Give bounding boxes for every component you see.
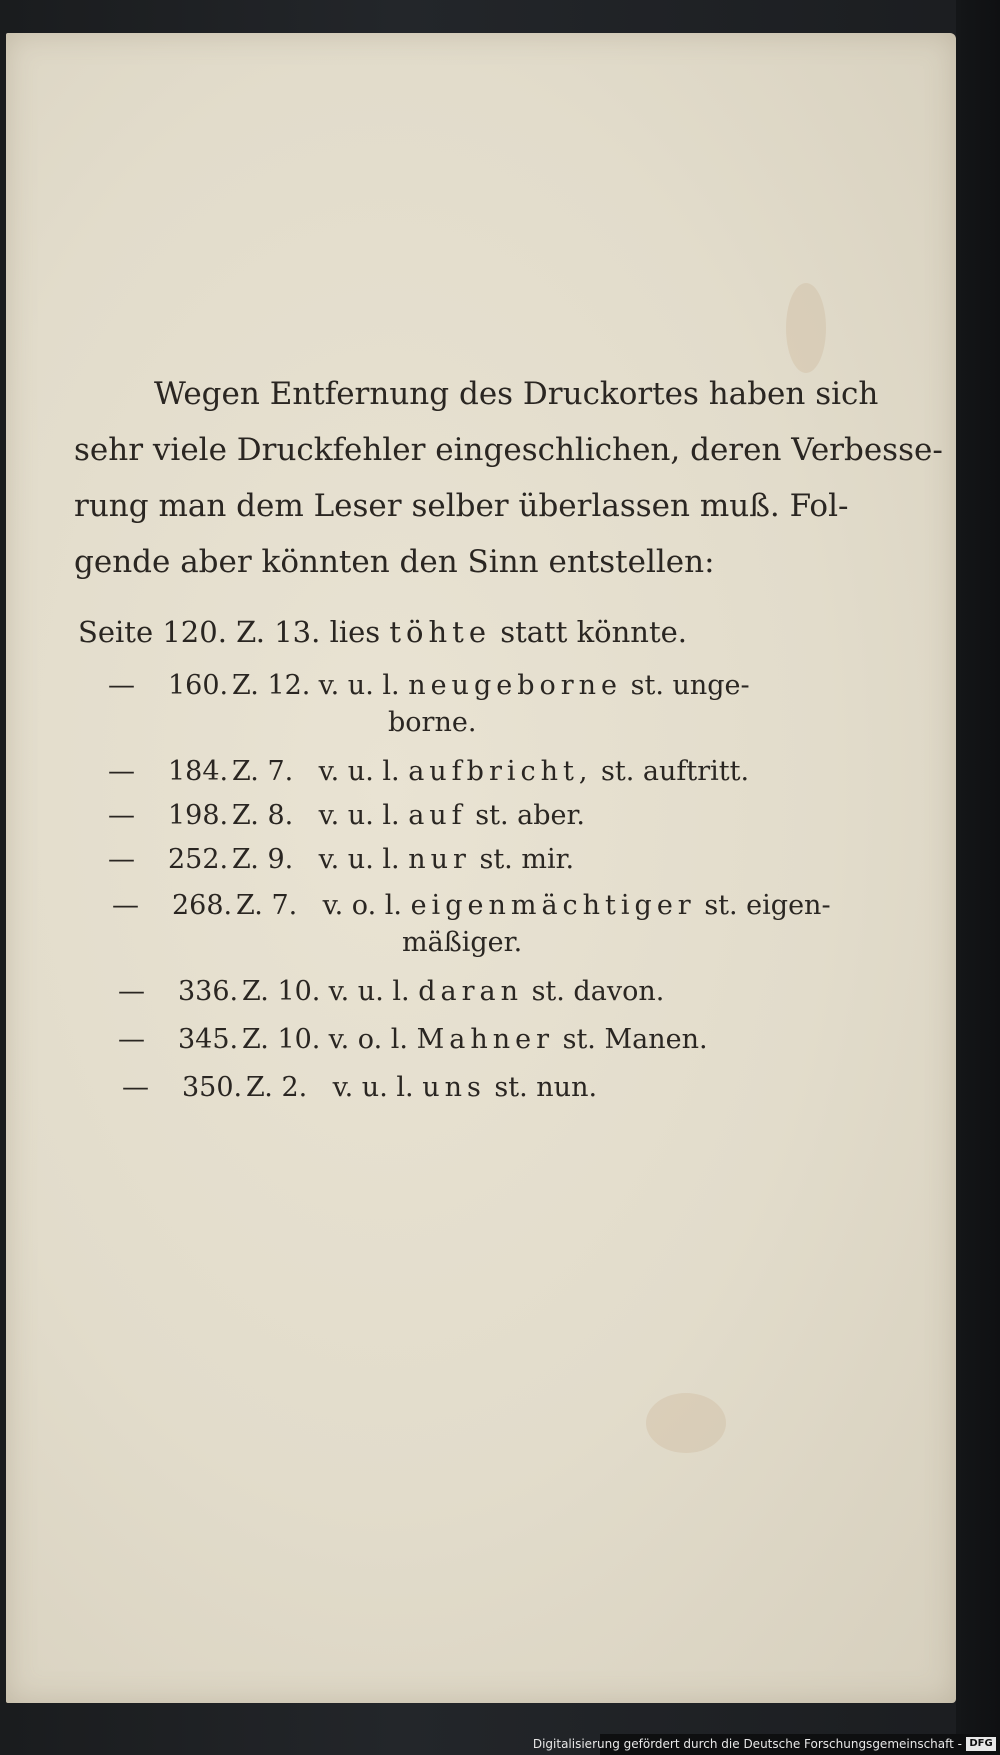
errata-entry xyxy=(122,1068,808,1108)
entry-dash: — xyxy=(108,670,135,701)
entry-continuation: borne. xyxy=(388,707,477,738)
scan-edge xyxy=(956,0,1000,1755)
entry-dir: v. o. l. xyxy=(322,890,402,921)
entry-line: Z. 12. xyxy=(232,670,311,701)
footer-credit: Digitalisierung gefördert durch die Deutsche Forschungsgemeinschaft - xyxy=(532,1737,962,1751)
entry-page: 252. xyxy=(168,844,229,875)
entry-rest: st. nun. xyxy=(494,1072,598,1103)
entry-dash: — xyxy=(118,1024,145,1055)
entry-0 xyxy=(78,666,808,740)
intro-line: Wegen Entfernung des Druckortes haben sich xyxy=(154,376,879,412)
entry-1 xyxy=(78,752,808,792)
entry-correct: neugeborne xyxy=(408,670,623,701)
entry-correct: uns xyxy=(422,1072,486,1103)
entry-dash: — xyxy=(108,844,135,875)
entry-dash: — xyxy=(122,1072,149,1103)
errata-entry xyxy=(118,972,808,1012)
entry-dash: — xyxy=(118,976,145,1007)
errata-entry xyxy=(108,752,808,792)
entry-line: Z. 13. xyxy=(236,615,321,649)
entry-instruction: lies xyxy=(329,615,381,649)
entry-line: Z. 10. xyxy=(242,1024,321,1055)
entry-rest: st. eigen- xyxy=(704,890,831,921)
entry-dir: v. o. l. xyxy=(328,1024,408,1055)
errata-intro xyxy=(74,366,943,590)
entry-page: 268. xyxy=(172,890,233,921)
entry-rest: st. aber. xyxy=(475,800,586,831)
entry-dir: v. u. l. xyxy=(318,670,400,701)
page-stain xyxy=(646,1393,726,1453)
entry-page: 184. xyxy=(168,756,229,787)
entry-correct: Mahner xyxy=(416,1024,554,1055)
entry-line: Z. 2. xyxy=(246,1072,308,1103)
entry-label: Seite xyxy=(78,615,154,649)
dfg-logo: DFG xyxy=(966,1737,996,1751)
entry-line: Z. 8. xyxy=(232,800,294,831)
entry-page: 160. xyxy=(168,670,229,701)
entry-dir: v. u. l. xyxy=(318,844,400,875)
entry-page: 120. xyxy=(162,615,227,649)
entry-dir: v. u. l. xyxy=(318,800,400,831)
errata-entry xyxy=(108,666,808,706)
entry-correct: auf xyxy=(408,800,467,831)
errata-entry xyxy=(112,886,831,926)
entry-page: 345. xyxy=(178,1024,239,1055)
entry-correct: töhte xyxy=(389,615,491,649)
entry-correct: daran xyxy=(418,976,523,1007)
entry-continuation: mäßiger. xyxy=(402,927,523,958)
intro-line: gende aber könnten den Sinn entstellen: xyxy=(74,544,715,580)
entry-6 xyxy=(78,1020,808,1060)
entry-dash: — xyxy=(108,800,135,831)
entry-2 xyxy=(78,796,808,836)
entry-line: Z. 7. xyxy=(236,890,298,921)
entry-page: 336. xyxy=(178,976,239,1007)
entry-5 xyxy=(78,972,808,1012)
entry-rest: statt könnte. xyxy=(500,615,687,649)
entry-rest: st. unge- xyxy=(630,670,750,701)
entry-7 xyxy=(78,1068,808,1108)
entry-dir: v. u. l. xyxy=(328,976,410,1007)
entry-correct: aufbricht, xyxy=(408,756,593,787)
entry-dash: — xyxy=(108,756,135,787)
entry-rest: st. Manen. xyxy=(562,1024,708,1055)
entry-dash: — xyxy=(112,890,139,921)
errata-entry xyxy=(118,1020,808,1060)
entry-line: Z. 7. xyxy=(232,756,294,787)
errata-list xyxy=(78,612,831,1108)
intro-line: rung man dem Leser selber überlassen muß. Fol- xyxy=(74,488,849,524)
entry-rest: st. davon. xyxy=(531,976,665,1007)
intro-paragraph xyxy=(74,366,943,590)
entry-4 xyxy=(78,886,831,960)
entry-line: Z. 9. xyxy=(232,844,294,875)
page-stain xyxy=(786,283,826,373)
entry-page: 350. xyxy=(182,1072,243,1103)
entry-dir: v. u. l. xyxy=(332,1072,414,1103)
entry-dir: v. u. l. xyxy=(318,756,400,787)
intro-line: sehr viele Druckfehler eingeschlichen, deren Verbesse- xyxy=(74,432,943,468)
errata-entry-first xyxy=(78,612,808,652)
errata-entry xyxy=(108,840,808,880)
entry-3 xyxy=(78,840,808,880)
errata-entry xyxy=(108,796,808,836)
entry-rest: st. auftritt. xyxy=(601,756,750,787)
entry-page: 198. xyxy=(168,800,229,831)
entry-line: Z. 10. xyxy=(242,976,321,1007)
entry-rest: st. mir. xyxy=(479,844,575,875)
entry-correct: eigenmächtiger xyxy=(410,890,696,921)
entry-correct: nur xyxy=(408,844,471,875)
